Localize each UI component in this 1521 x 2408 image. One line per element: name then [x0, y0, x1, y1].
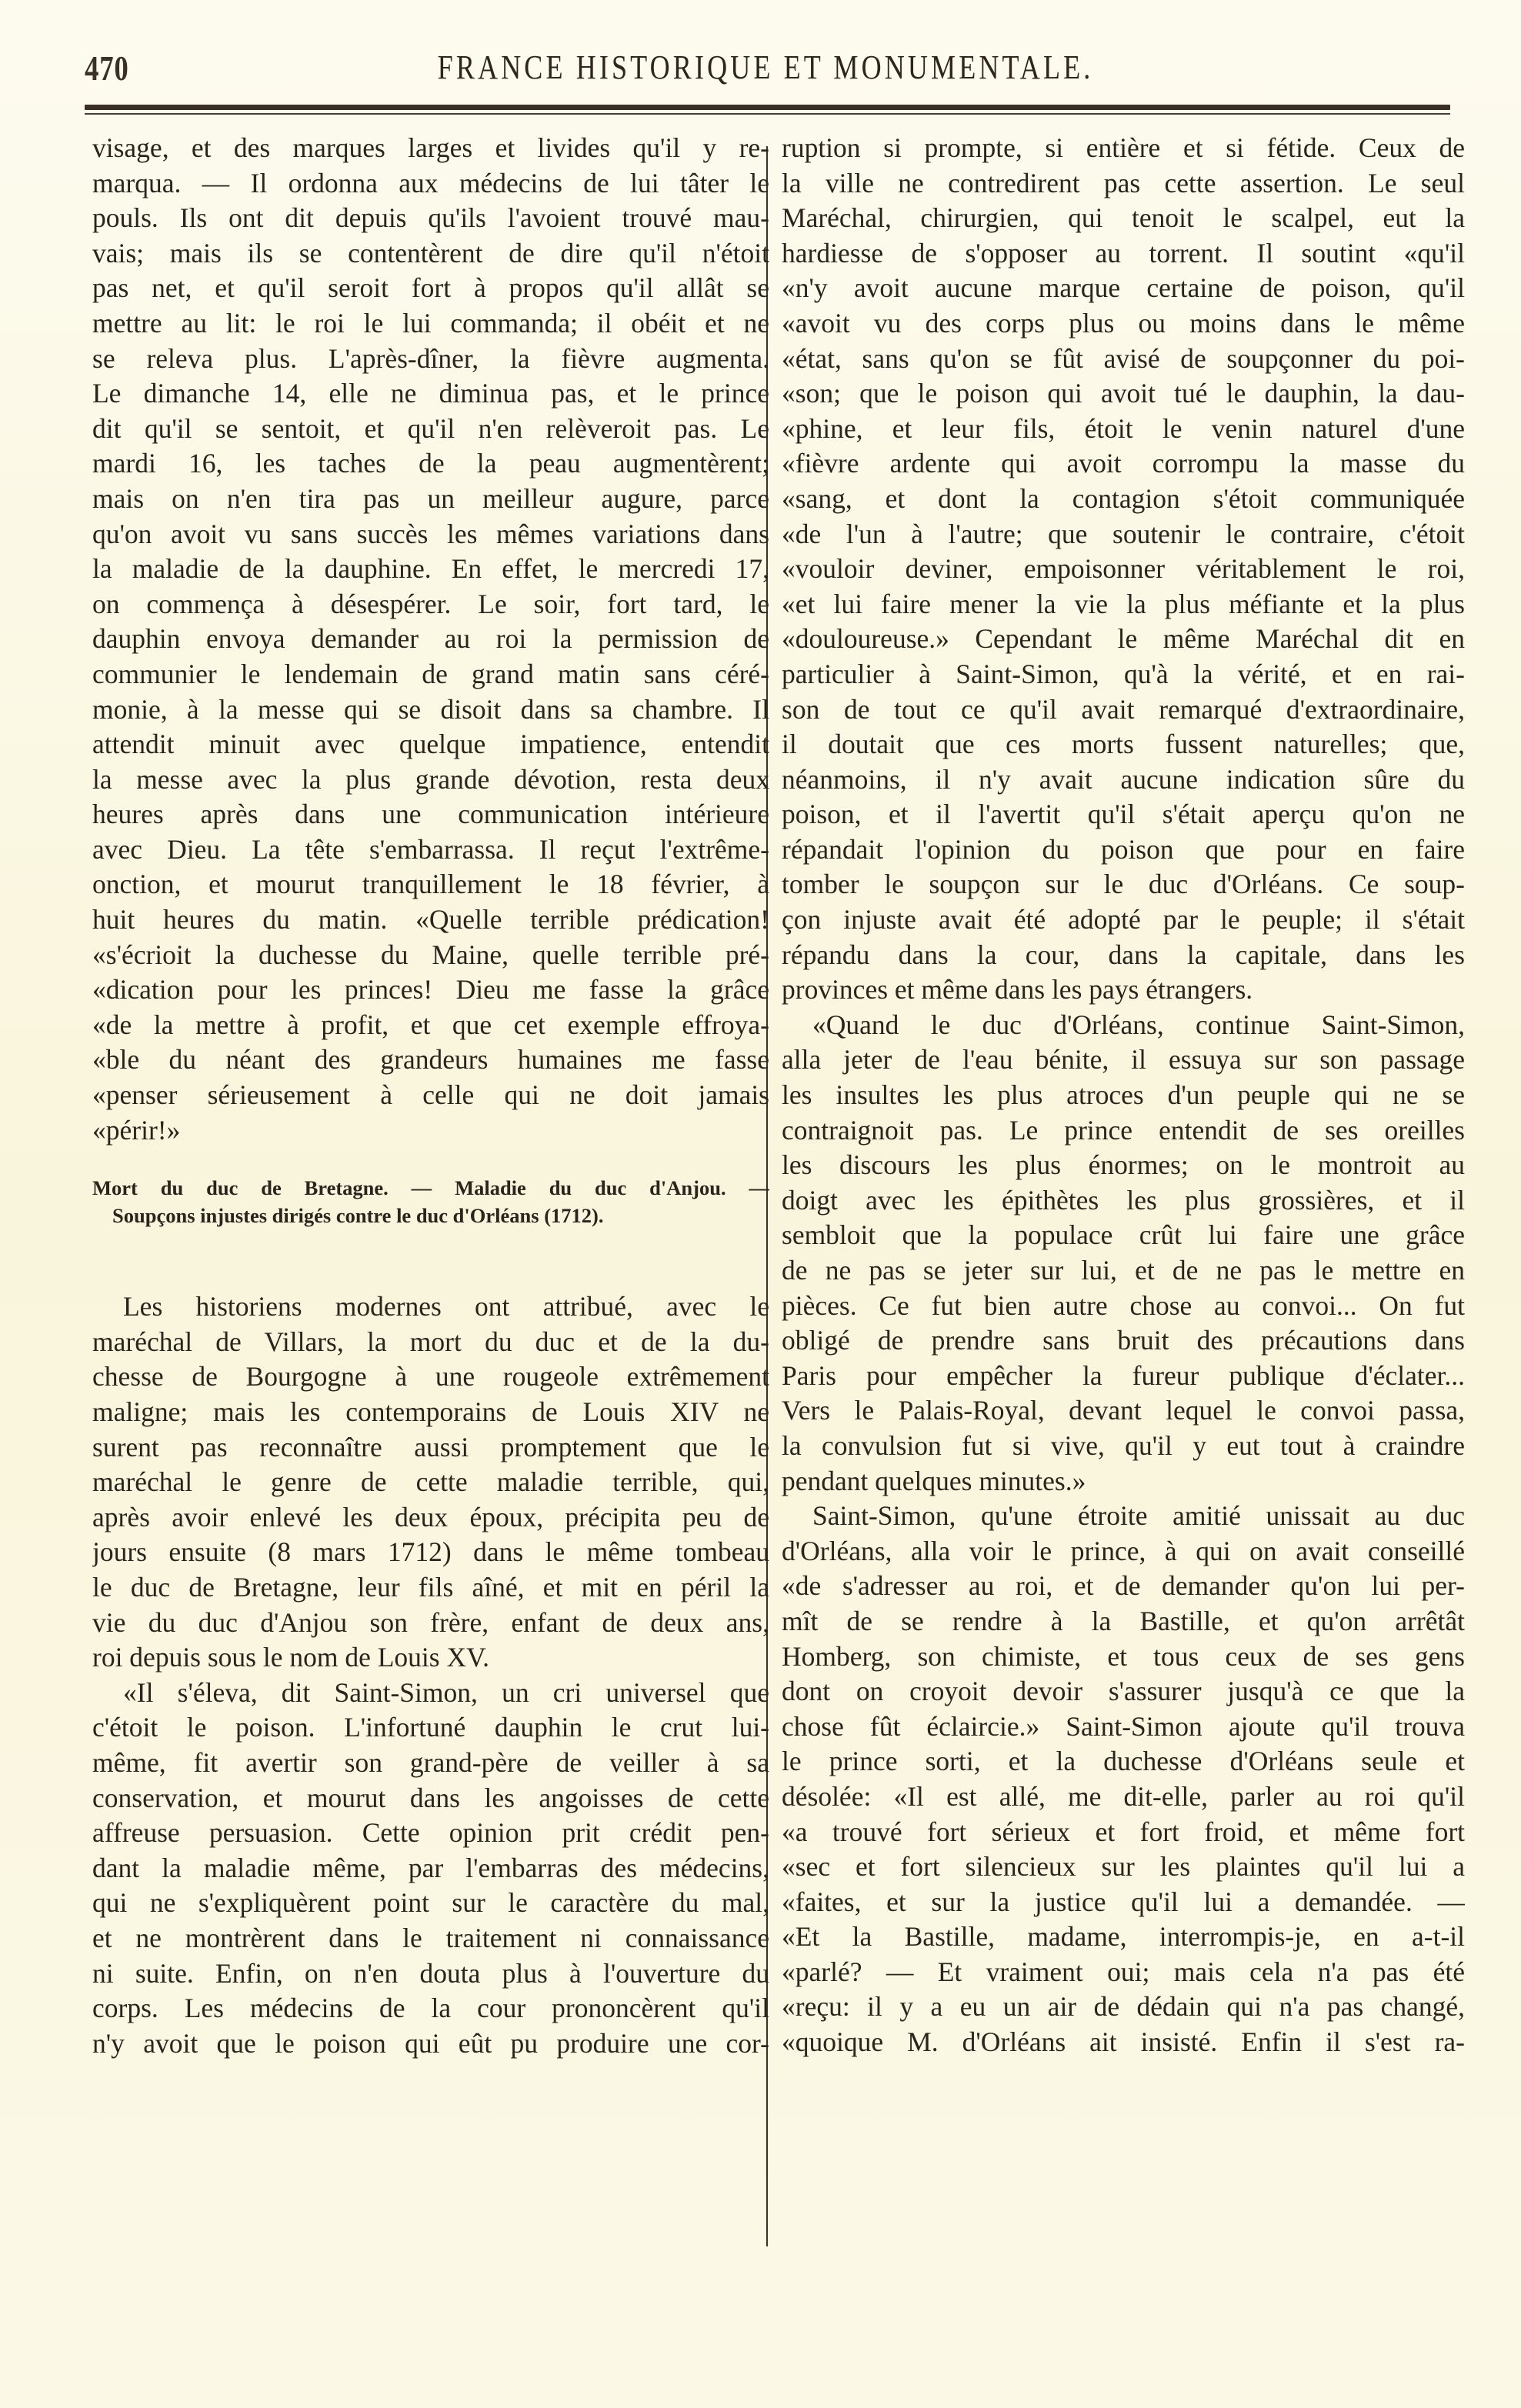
text-line: «phine, et leur fils, étoit le venin naturel d'une [782, 412, 1465, 444]
text-line: «état, sans qu'on se fût avisé de soupçonner du poi- [782, 342, 1465, 374]
text-line: la messe avec la plus grande dévotion, resta deux [92, 763, 769, 795]
text-line: il doutait que ces morts fussent naturelles; que, [782, 729, 1465, 760]
text-line: de ne pas se jeter sur lui, et de ne pas le mettre en [782, 1255, 1465, 1286]
text-line: vie du duc d'Anjou son frère, enfant de deux ans, [92, 1606, 769, 1638]
text-line: dit qu'il se sentoit, et qu'il n'en relèveroit pas. Le [92, 412, 769, 444]
text-line: «douloureuse.» Cependant le même Maréchal dit en [782, 623, 1465, 655]
text-line: les discours les plus énormes; on le montroit au [782, 1149, 1465, 1181]
text-line: «Quand le duc d'Orléans, continue Saint-Simon, [812, 1009, 1465, 1040]
text-line: pièces. Ce fut bien autre chose au convoi... On fut [782, 1289, 1465, 1321]
text-line: visage, et des marques larges et livides qu'il y re- [92, 132, 769, 163]
left-column [92, 131, 769, 2061]
text-line: «et lui faire mener la vie la plus méfiante et la plus [782, 588, 1465, 619]
section-heading-line-1: Mort du duc de Bretagne. — Maladie du duc d'Anjou. — [92, 1176, 769, 1200]
text-line: même, fit avertir son grand-père de veiller à sa [92, 1746, 769, 1778]
text-line: provinces et même dans les pays étrangers. [782, 974, 1253, 1006]
text-line: mardi 16, les taches de la peau augmentèrent; [92, 448, 769, 479]
text-line: ni suite. Enfin, on n'en douta plus à l'ouverture du [92, 1957, 769, 1989]
text-line: sembloit que la populace crût lui faire une grâce [782, 1219, 1465, 1251]
text-line: roi depuis sous le nom de Louis XV. [92, 1642, 490, 1673]
text-line: «Et la Bastille, madame, interrompis-je, en a-t-il [782, 1921, 1465, 1953]
text-line: «sang, et dont la contagion s'étoit communiquée [782, 482, 1465, 514]
text-line: «son; que le poison qui avoit tué le dauphin, la dau- [782, 378, 1465, 409]
text-line: «parlé? — Et vraiment oui; mais cela n'a pas été [782, 1956, 1465, 1987]
text-line: le duc de Bretagne, leur fils aîné, et mit en péril la [92, 1571, 769, 1603]
text-line: «avoit vu des corps plus ou moins dans le même [782, 307, 1465, 339]
text-line: «périr!» [92, 1114, 181, 1146]
text-line: attendit minuit avec quelque impatience, entendit [92, 729, 769, 760]
right-column [782, 131, 1465, 2060]
text-line: dant la maladie même, par l'embarras des médecins, [92, 1852, 769, 1883]
text-line: heures après dans une communication intérieure [92, 799, 769, 830]
text-line: «penser sérieusement à celle qui ne doit jamais [92, 1079, 769, 1111]
text-line: «a trouvé fort sérieux et fort froid, et même fort [782, 1816, 1465, 1847]
text-line: et ne montrèrent dans le traitement ni connaissance [92, 1922, 769, 1953]
text-line: mît de se rendre à la Bastille, et qu'on arrêtât [782, 1605, 1465, 1636]
spacer [92, 1229, 769, 1289]
left-paragraph-1 [92, 131, 769, 1148]
text-line: alla jeter de l'eau bénite, il essuya sur son passage [782, 1044, 1465, 1076]
text-line: désolée: «Il est allé, me dit-elle, parler au roi qu'il [782, 1780, 1465, 1812]
right-paragraph-2 [782, 1008, 1465, 1499]
text-line: corps. Les médecins de la cour prononcèrent qu'il [92, 1993, 769, 2024]
text-line: çon injuste avait été adopté par le peuple; il s'était [782, 904, 1465, 936]
text-line: dauphin envoya demander au roi la permission de [92, 623, 769, 655]
text-line: contraignoit pas. Le prince entendit de ses oreilles [782, 1114, 1465, 1146]
text-line: vais; mais ils se contentèrent de dire qu'il n'étoit [92, 237, 769, 268]
text-line: son de tout ce qu'il avait remarqué d'extraordinaire, [782, 693, 1465, 725]
text-line: hardiesse de s'opposer au torrent. Il soutint «qu'il [782, 237, 1465, 268]
text-line: «reçu: il y a eu un air de dédain qui n'a pas changé, [782, 1991, 1465, 2023]
text-line: chesse de Bourgogne à une rougeole extrêmement [92, 1361, 769, 1392]
text-line: Saint-Simon, qu'une étroite amitié unissait au duc [812, 1500, 1465, 1532]
page-number: 470 [85, 48, 129, 88]
running-head [85, 48, 1446, 94]
text-line: maréchal de Villars, la mort du duc et de la du- [92, 1326, 769, 1357]
text-line: doigt avec les épithètes les plus grossières, et il [782, 1184, 1465, 1216]
text-line: la ville ne contredirent pas cette assertion. Le seul [782, 167, 1465, 198]
text-line: après avoir enlevé les deux époux, précipita peu de [92, 1501, 769, 1533]
text-line: Paris pour empêcher la fureur publique d'éclater... [782, 1359, 1465, 1391]
text-line: «quoique M. d'Orléans ait insisté. Enfin il s'est ra- [782, 2026, 1465, 2058]
text-line: «de l'un à l'autre; que soutenir le contraire, c'étoit [782, 518, 1465, 549]
text-line: particulier à Saint-Simon, qu'à la vérité, et en rai- [782, 658, 1465, 689]
text-line: maréchal le genre de cette maladie terrible, qui, [92, 1466, 769, 1498]
text-line: affreuse persuasion. Cette opinion prit crédit pen- [92, 1817, 769, 1849]
text-line: chose fût éclaircie.» Saint-Simon ajoute qu'il trouva [782, 1710, 1465, 1742]
text-line: onction, et mourut tranquillement le 18 février, à [92, 869, 769, 900]
text-line: dont on croyoit devoir s'assurer jusqu'à ce que la [782, 1676, 1465, 1707]
text-line: «dication pour les princes! Dieu me fasse la grâce [92, 974, 769, 1006]
right-paragraph-3 [782, 1499, 1465, 2060]
text-line: «ble du néant des grandeurs humaines me fasse [92, 1044, 769, 1076]
text-line: Vers le Palais-Royal, devant lequel le convoi passa, [782, 1395, 1465, 1426]
text-line: pendant quelques minutes.» [782, 1465, 1086, 1496]
text-line: «s'écrioit la duchesse du Maine, quelle terrible pré- [92, 939, 769, 970]
text-line: obligé de prendre sans bruit des précautions dans [782, 1325, 1465, 1356]
text-line: se releva plus. L'après-dîner, la fièvre augmenta. [92, 342, 769, 374]
text-line: «fièvre ardente qui avoit corrompu la masse du [782, 448, 1465, 479]
text-line: avec Dieu. La tête s'embarrassa. Il reçut l'extrême- [92, 833, 769, 865]
text-line: «vouloir deviner, empoisonner véritablement le roi, [782, 553, 1465, 585]
journal-title: FRANCE HISTORIQUE ET MONUMENTALE. [437, 48, 1094, 86]
text-line: le prince sorti, et la duchesse d'Orléans seule et [782, 1746, 1465, 1777]
left-paragraph-2 [92, 1289, 769, 1676]
text-line: la maladie de la dauphine. En effet, le mercredi 17, [92, 553, 769, 585]
header-rule-thick [85, 105, 1450, 110]
text-line: mais on n'en tira pas un meilleur augure, parce [92, 482, 769, 514]
text-line: communier le lendemain de grand matin sans céré- [92, 658, 769, 689]
text-line: marqua. — Il ordonna aux médecins de lui tâter le [92, 167, 769, 198]
text-line: ruption si prompte, si entière et si fétide. Ceux de [782, 132, 1465, 163]
text-line: tomber le soupçon sur le duc d'Orléans. Ce soup- [782, 869, 1465, 900]
text-line: pas net, et qu'il seroit fort à propos qu'il allât se [92, 272, 769, 304]
text-line: d'Orléans, alla voir le prince, à qui on avait conseillé [782, 1535, 1465, 1566]
text-line: conservation, et mourut dans les angoisses de cette [92, 1782, 769, 1813]
text-line: on commença à désespérer. Le soir, fort tard, le [92, 588, 769, 619]
text-line: Maréchal, chirurgien, qui tenoit le scalpel, eut la [782, 202, 1465, 234]
text-line: «sec et fort silencieux sur les plaintes qu'il lui a [782, 1851, 1465, 1883]
right-paragraph-1 [782, 131, 1465, 1008]
text-line: répandait l'opinion du poison que pour en faire [782, 833, 1465, 865]
section-heading-line-2: Soupçons injustes dirigés contre le duc d'Orléans (1712). [112, 1204, 604, 1228]
text-line: jours ensuite (8 mars 1712) dans le même tombeau [92, 1536, 769, 1568]
text-line: les insultes les plus atroces d'un peuple qui ne se [782, 1079, 1465, 1111]
text-line: surent pas reconnaître aussi promptement que le [92, 1431, 769, 1462]
text-line: Les historiens modernes ont attribué, avec le [123, 1291, 769, 1322]
text-line: «Il s'éleva, dit Saint-Simon, un cri universel que [123, 1676, 769, 1708]
text-line: Homberg, son chimiste, et tous ceux de ses gens [782, 1640, 1465, 1672]
text-line: «faites, et sur la justice qu'il lui a demandée. — [782, 1886, 1465, 1917]
text-line: «de la mettre à profit, et que cet exemple effroya- [92, 1009, 769, 1040]
text-line: qu'on avoit vu sans succès les mêmes variations dans [92, 518, 769, 549]
text-line: poison, et il l'avertit qu'il s'était aperçu qu'on ne [782, 799, 1465, 830]
text-line: «de s'adresser au roi, et de demander qu'on lui per- [782, 1570, 1465, 1602]
text-line: maligne; mais les contemporains de Louis XIV ne [92, 1396, 769, 1427]
text-line: mettre au lit: le roi le lui commanda; il obéit et ne [92, 307, 769, 339]
text-line: répandu dans la cour, dans la capitale, dans les [782, 939, 1465, 970]
text-line: «n'y avoit aucune marque certaine de poison, qu'il [782, 272, 1465, 304]
header-rule-thin [85, 113, 1450, 115]
text-line: néanmoins, il n'y avait aucune indication sûre du [782, 763, 1465, 795]
text-line: Le dimanche 14, elle ne diminua pas, et le prince [92, 378, 769, 409]
text-line: monie, à la messe qui se disoit dans sa chambre. Il [92, 693, 769, 725]
text-line: n'y avoit que le poison qui eût pu produire une cor- [92, 2027, 769, 2059]
text-line: huit heures du matin. «Quelle terrible prédication! [92, 904, 769, 936]
text-line: qui ne s'expliquèrent point sur le caractère du mal, [92, 1887, 769, 1919]
text-line: pouls. Ils ont dit depuis qu'ils l'avoient trouvé mau- [92, 202, 769, 234]
left-paragraph-3 [92, 1676, 769, 2062]
section-heading [92, 1174, 769, 1229]
text-line: c'étoit le poison. L'infortuné dauphin le crut lui- [92, 1712, 769, 1743]
text-line: la convulsion fut si vive, qu'il y eut tout à craindre [782, 1429, 1465, 1461]
